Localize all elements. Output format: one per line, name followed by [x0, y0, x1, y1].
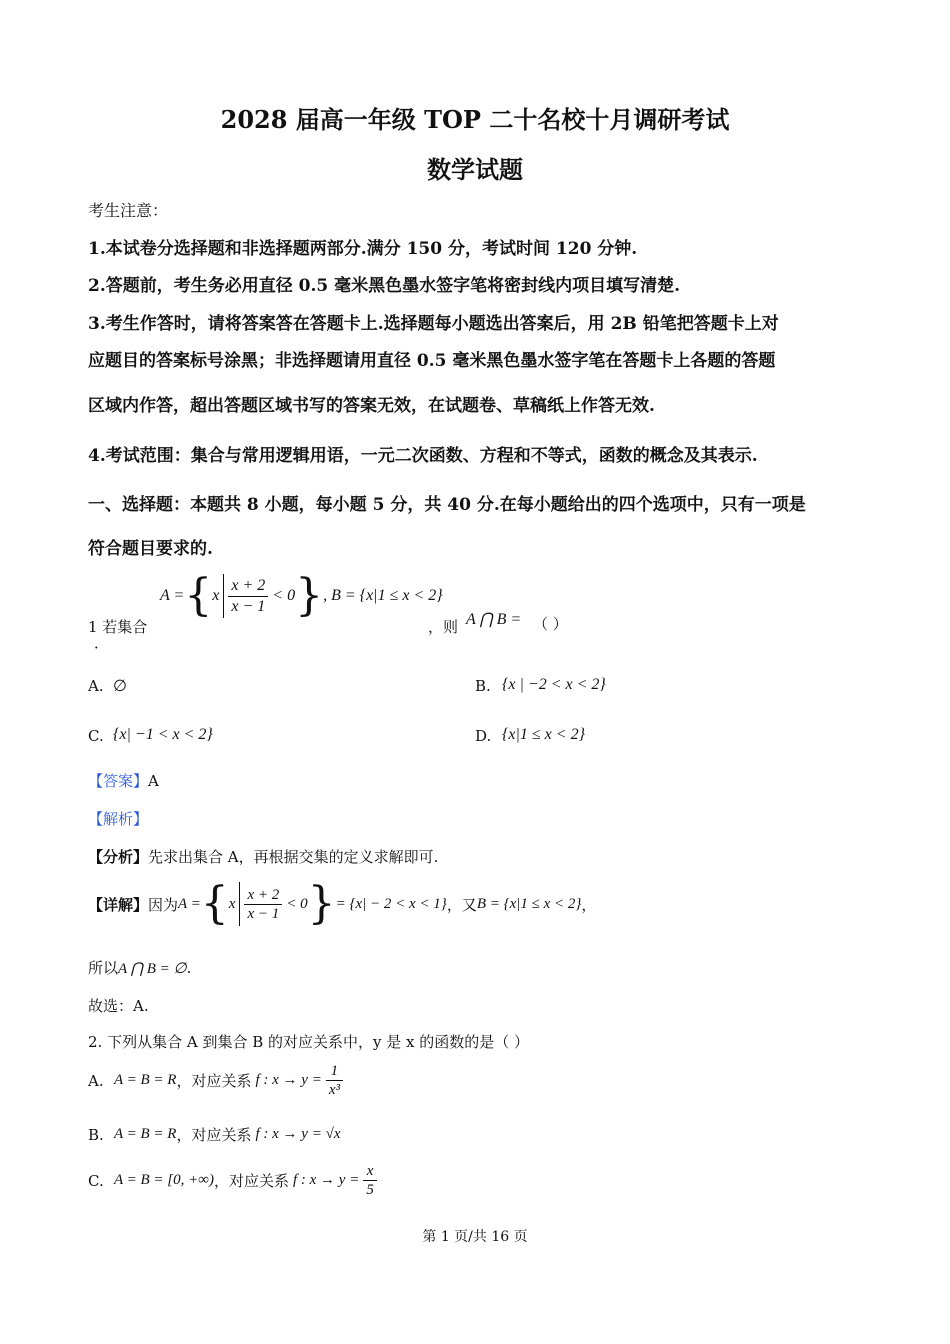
- q2-option-a: [88, 1062, 343, 1099]
- notice-heading: 考生注意：: [88, 201, 169, 220]
- q1-set-a: A =: [160, 587, 185, 604]
- set-divider: [239, 882, 240, 926]
- detail-mid: ，又: [446, 895, 477, 914]
- q1-option-d-label: D.: [475, 727, 492, 745]
- q2-option-a-map: f : x → y =: [255, 1072, 322, 1088]
- so-expr: A ⋂ B = ∅: [118, 961, 187, 977]
- q1-then: ，则: [428, 618, 459, 636]
- q1-paren: （ ）: [533, 615, 568, 633]
- q1-option-a-label: A.: [88, 677, 104, 695]
- q1-frac-den: x − 1: [231, 597, 266, 615]
- q2-option-b-sets: A = B = R: [114, 1126, 177, 1142]
- detail-end: ，: [581, 895, 597, 914]
- q2-option-b: [88, 1124, 340, 1145]
- q2-option-c-num: x: [363, 1162, 377, 1181]
- right-brace: }: [295, 570, 324, 621]
- choose-text: 故选：A.: [88, 997, 149, 1015]
- notice-item-4: 4.考试范围：集合与常用逻辑用语，一元二次函数、方程和不等式，函数的概念及其表示.: [88, 446, 758, 466]
- q2-option-c-fraction: [363, 1162, 377, 1199]
- q1-set-x: x: [212, 587, 220, 604]
- q1-expr: A ⋂ B =: [466, 611, 522, 628]
- analysis-tag: 【解析】: [88, 810, 149, 828]
- q1-set-cond: < 0: [272, 587, 296, 604]
- notice-item-3-line3: 区域内作答，超出答题区域书写的答案无效，在试题卷、草稿纸上作答无效.: [88, 396, 655, 416]
- detail-fraction: [244, 886, 282, 923]
- set-divider: [223, 574, 224, 618]
- q2-option-a-sets: A = B = R: [114, 1072, 177, 1088]
- notice-item-3-line1: 3.考生作答时，请将答案答在答题卡上.选择题每小题选出答案后，用 2B 铅笔把答题卡上对: [88, 314, 779, 334]
- detail-line: [88, 878, 597, 929]
- q2-option-c-label: C.: [88, 1171, 104, 1190]
- q2-option-c: [88, 1162, 377, 1199]
- notice-item-3-line2: 应题目的答案标号涂黑；非选择题请用直径 0.5 毫米黑色墨水签字笔在答题卡上各题的答题: [88, 351, 776, 371]
- detail-frac-den: x − 1: [247, 905, 280, 922]
- q2-option-b-map: f : x → y = √x: [255, 1126, 341, 1142]
- q2-option-b-label: B.: [88, 1125, 104, 1144]
- q1-set-formula: [160, 570, 443, 621]
- page-footer: 第 1 页/共 16 页: [422, 1229, 528, 1245]
- q1-frac-num: x + 2: [228, 576, 268, 596]
- section-heading-line1: 一、选择题：本题共 8 小题，每小题 5 分，共 40 分.在每小题给出的四个选项中，只有一项是: [88, 495, 806, 515]
- q2-option-a-text: ，对应关系: [176, 1072, 252, 1090]
- q1-option-a: ∅: [113, 678, 127, 695]
- notice-item-2: 2.答题前，考生务必用直径 0.5 毫米黑色墨水签字笔将密封线内项目填写清楚.: [88, 276, 681, 296]
- q1-fraction: [228, 576, 268, 615]
- detail-tag: 【详解】: [88, 895, 149, 914]
- q2-option-a-fraction: [326, 1062, 343, 1099]
- right-brace: }: [307, 878, 336, 929]
- q1-option-c-label: C.: [88, 727, 104, 745]
- exam-title: 2028 届高一年级 TOP 二十名校十月调研考试: [220, 105, 730, 134]
- section-heading-line2: 符合题目要求的.: [88, 539, 213, 559]
- exam-subtitle: 数学试题: [427, 155, 523, 184]
- q2-option-a-num: 1: [326, 1062, 343, 1081]
- q2-option-c-sets: A = B = [0, +∞): [114, 1172, 214, 1188]
- q2-option-c-den: 5: [366, 1182, 374, 1198]
- so-end: .: [186, 959, 192, 977]
- q1-dot: ．: [94, 634, 110, 652]
- q1-set-b: , B = {x|1 ≤ x < 2}: [323, 587, 443, 604]
- detail-a: A =: [178, 895, 201, 912]
- left-brace: {: [200, 878, 229, 929]
- so-label: 所以: [88, 959, 119, 977]
- detail-eq: = {x| − 2 < x < 1}: [335, 895, 447, 912]
- fenxi-text: 先求出集合 A，再根据交集的定义求解即可.: [148, 848, 439, 866]
- left-brace: {: [184, 570, 213, 621]
- q1-option-b: {x | −2 < x < 2}: [502, 676, 606, 693]
- q2-option-c-map: f : x → y =: [292, 1172, 360, 1188]
- answer-value: A: [148, 772, 159, 790]
- detail-frac-num: x + 2: [244, 886, 282, 905]
- notice-item-1: 1.本试卷分选择题和非选择题两部分.满分 150 分，考试时间 120 分钟.: [88, 239, 638, 259]
- detail-b: B = {x|1 ≤ x < 2}: [476, 895, 582, 912]
- q2-option-a-den: x³: [328, 1082, 340, 1098]
- detail-cond: < 0: [286, 895, 308, 912]
- q2-stem: 2. 下列从集合 A 到集合 B 的对应关系中，y 是 x 的函数的是（ ）: [88, 1033, 530, 1051]
- fenxi-tag: 【分析】: [88, 848, 149, 866]
- q1-option-c: {x| −1 < x < 2}: [113, 726, 213, 743]
- q2-option-a-label: A.: [88, 1071, 104, 1090]
- q1-option-d: {x|1 ≤ x < 2}: [502, 726, 585, 743]
- q1-prefix: 1 若集合: [88, 618, 148, 636]
- detail-x: x: [228, 895, 236, 912]
- q1-option-b-label: B.: [475, 677, 491, 695]
- q2-option-c-text: ，对应关系: [213, 1172, 289, 1190]
- q2-option-b-text: ，对应关系: [176, 1126, 252, 1144]
- answer-tag: 【答案】: [88, 772, 149, 790]
- detail-pre: 因为: [148, 895, 179, 914]
